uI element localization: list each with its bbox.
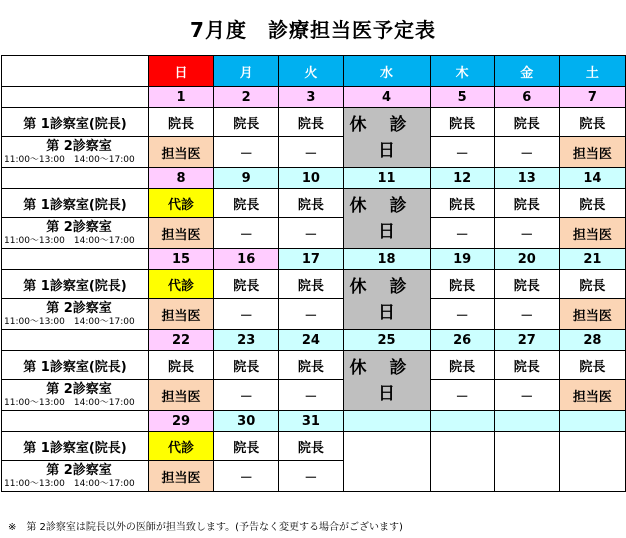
date-cell <box>559 411 625 432</box>
room2-row <box>2 380 626 411</box>
schedule-cell: 院長 <box>149 351 214 380</box>
weekday-sat: 土 <box>559 56 625 87</box>
date-cell: 1 <box>149 87 214 108</box>
schedule-cell: － <box>214 137 279 168</box>
closed-day-cell <box>343 351 430 411</box>
schedule-cell: － <box>494 380 559 411</box>
schedule-cell: － <box>279 137 343 168</box>
schedule-cell: 院長 <box>494 108 559 137</box>
schedule-cell: － <box>494 299 559 330</box>
weekday-sun: 日 <box>149 56 214 87</box>
schedule-cell: － <box>430 299 494 330</box>
empty-cell <box>343 432 430 492</box>
weekday-mon: 月 <box>214 56 279 87</box>
date-row <box>2 411 626 432</box>
schedule-cell: 担当医 <box>559 218 625 249</box>
corner-cell <box>2 56 149 87</box>
schedule-cell: － <box>430 218 494 249</box>
date-cell: 19 <box>430 249 494 270</box>
date-row <box>2 330 626 351</box>
room1-label: 第 1診察室(院長) <box>2 189 149 218</box>
date-cell: 17 <box>279 249 343 270</box>
schedule-cell: 院長 <box>279 270 343 299</box>
schedule-cell: － <box>279 380 343 411</box>
date-cell: 16 <box>214 249 279 270</box>
weekday-header-row <box>2 56 626 87</box>
closed-day-cell <box>343 270 430 330</box>
schedule-cell: － <box>214 299 279 330</box>
schedule-cell: 担当医 <box>559 380 625 411</box>
schedule-cell: － <box>494 137 559 168</box>
date-row <box>2 249 626 270</box>
empty-cell <box>494 432 559 492</box>
room2-label-cell <box>2 380 149 411</box>
schedule-cell: 代診 <box>149 270 214 299</box>
date-row-label <box>2 168 149 189</box>
date-cell: 22 <box>149 330 214 351</box>
schedule-cell: 院長 <box>494 270 559 299</box>
room2-label: 第 2診察室 <box>46 381 112 397</box>
schedule-cell: 担当医 <box>149 461 214 492</box>
date-cell: 18 <box>343 249 430 270</box>
date-cell <box>343 411 430 432</box>
closed-char: 日 <box>378 383 395 404</box>
date-cell: 31 <box>279 411 343 432</box>
schedule-cell: 院長 <box>214 108 279 137</box>
schedule-cell: 院長 <box>430 108 494 137</box>
date-cell: 10 <box>279 168 343 189</box>
schedule-cell: 担当医 <box>149 380 214 411</box>
closed-char: 診 <box>389 195 407 216</box>
date-cell: 13 <box>494 168 559 189</box>
schedule-cell: 院長 <box>559 270 625 299</box>
closed-char: 日 <box>378 302 395 323</box>
room1-row <box>2 189 626 218</box>
schedule-cell: － <box>279 299 343 330</box>
schedule-cell: 院長 <box>430 351 494 380</box>
schedule-cell: 代診 <box>149 189 214 218</box>
schedule-cell: 院長 <box>214 270 279 299</box>
date-cell: 20 <box>494 249 559 270</box>
room2-label-cell <box>2 299 149 330</box>
date-cell: 14 <box>559 168 625 189</box>
weekday-fri: 金 <box>494 56 559 87</box>
date-cell: 2 <box>214 87 279 108</box>
schedule-cell: － <box>279 218 343 249</box>
date-row-label <box>2 330 149 351</box>
date-cell: 30 <box>214 411 279 432</box>
date-cell: 29 <box>149 411 214 432</box>
closed-char: 日 <box>378 221 395 242</box>
date-cell: 6 <box>494 87 559 108</box>
schedule-cell: 院長 <box>214 432 279 461</box>
weekday-tue: 火 <box>279 56 343 87</box>
date-cell: 15 <box>149 249 214 270</box>
schedule-cell: 院長 <box>494 189 559 218</box>
closed-day-cell <box>343 108 430 168</box>
schedule-cell: － <box>214 218 279 249</box>
date-cell: 23 <box>214 330 279 351</box>
date-row <box>2 168 626 189</box>
schedule-cell: － <box>279 461 343 492</box>
schedule-table <box>1 55 626 492</box>
room2-row <box>2 299 626 330</box>
closed-char: 診 <box>389 357 407 378</box>
room1-row <box>2 270 626 299</box>
schedule-cell: 担当医 <box>559 299 625 330</box>
date-cell: 25 <box>343 330 430 351</box>
schedule-cell: 担当医 <box>149 218 214 249</box>
page-title: 7月度 診療担当医予定表 <box>190 18 436 42</box>
schedule-cell: 院長 <box>279 351 343 380</box>
schedule-cell: 院長 <box>279 189 343 218</box>
closed-char: 日 <box>378 140 395 161</box>
date-row-label <box>2 411 149 432</box>
room2-label-cell <box>2 461 149 492</box>
room2-hours: 11:00～13:00 14:00～17:00 <box>4 478 135 489</box>
room1-label: 第 1診察室(院長) <box>2 351 149 380</box>
room2-label: 第 2診察室 <box>46 219 112 235</box>
room1-row <box>2 432 626 461</box>
schedule-cell: 担当医 <box>149 299 214 330</box>
empty-cell <box>430 432 494 492</box>
room2-hours: 11:00～13:00 14:00～17:00 <box>4 397 135 408</box>
date-cell: 3 <box>279 87 343 108</box>
date-cell: 5 <box>430 87 494 108</box>
closed-char: 休 <box>349 195 367 216</box>
schedule-cell: 院長 <box>494 351 559 380</box>
schedule-cell: － <box>494 218 559 249</box>
date-cell: 7 <box>559 87 625 108</box>
room2-hours: 11:00～13:00 14:00～17:00 <box>4 154 135 165</box>
weekday-wed: 水 <box>343 56 430 87</box>
room2-row <box>2 218 626 249</box>
room1-label: 第 1診察室(院長) <box>2 432 149 461</box>
date-cell: 24 <box>279 330 343 351</box>
schedule-cell: 院長 <box>149 108 214 137</box>
schedule-cell: 院長 <box>279 108 343 137</box>
room2-label-cell <box>2 218 149 249</box>
closed-char: 休 <box>349 114 367 135</box>
schedule-cell: 院長 <box>430 189 494 218</box>
closed-char: 休 <box>349 276 367 297</box>
room2-hours: 11:00～13:00 14:00～17:00 <box>4 235 135 246</box>
date-cell: 26 <box>430 330 494 351</box>
empty-cell <box>559 432 625 492</box>
closed-char: 休 <box>349 357 367 378</box>
date-cell: 12 <box>430 168 494 189</box>
room2-label: 第 2診察室 <box>46 300 112 316</box>
date-cell <box>494 411 559 432</box>
schedule-cell: 院長 <box>559 108 625 137</box>
room2-label: 第 2診察室 <box>46 462 112 478</box>
schedule-cell: 代診 <box>149 432 214 461</box>
schedule-cell: － <box>214 380 279 411</box>
room2-label-cell <box>2 137 149 168</box>
schedule-cell: － <box>430 380 494 411</box>
date-row-label <box>2 87 149 108</box>
schedule-cell: 院長 <box>430 270 494 299</box>
schedule-cell: 院長 <box>559 351 625 380</box>
footnote: ※ 第 2診察室は院長以外の医師が担当致します。(予告なく変更する場合がございます) <box>8 522 403 533</box>
date-cell: 4 <box>343 87 430 108</box>
weekday-thu: 木 <box>430 56 494 87</box>
schedule-cell: 院長 <box>279 432 343 461</box>
schedule-cell: － <box>214 461 279 492</box>
date-cell: 11 <box>343 168 430 189</box>
schedule-cell: － <box>430 137 494 168</box>
room2-hours: 11:00～13:00 14:00～17:00 <box>4 316 135 327</box>
date-cell <box>430 411 494 432</box>
schedule-cell: 院長 <box>214 351 279 380</box>
closed-day-cell <box>343 189 430 249</box>
date-row <box>2 87 626 108</box>
schedule-cell: 院長 <box>559 189 625 218</box>
room1-row <box>2 108 626 137</box>
date-cell: 9 <box>214 168 279 189</box>
date-cell: 8 <box>149 168 214 189</box>
closed-char: 診 <box>389 114 407 135</box>
schedule-cell: 院長 <box>214 189 279 218</box>
schedule-cell: 担当医 <box>559 137 625 168</box>
room2-label: 第 2診察室 <box>46 138 112 154</box>
closed-char: 診 <box>389 276 407 297</box>
schedule-cell: 担当医 <box>149 137 214 168</box>
room1-label: 第 1診察室(院長) <box>2 270 149 299</box>
date-cell: 21 <box>559 249 625 270</box>
date-cell: 28 <box>559 330 625 351</box>
room1-row <box>2 351 626 380</box>
room1-label: 第 1診察室(院長) <box>2 108 149 137</box>
date-cell: 27 <box>494 330 559 351</box>
room2-row <box>2 137 626 168</box>
date-row-label <box>2 249 149 270</box>
